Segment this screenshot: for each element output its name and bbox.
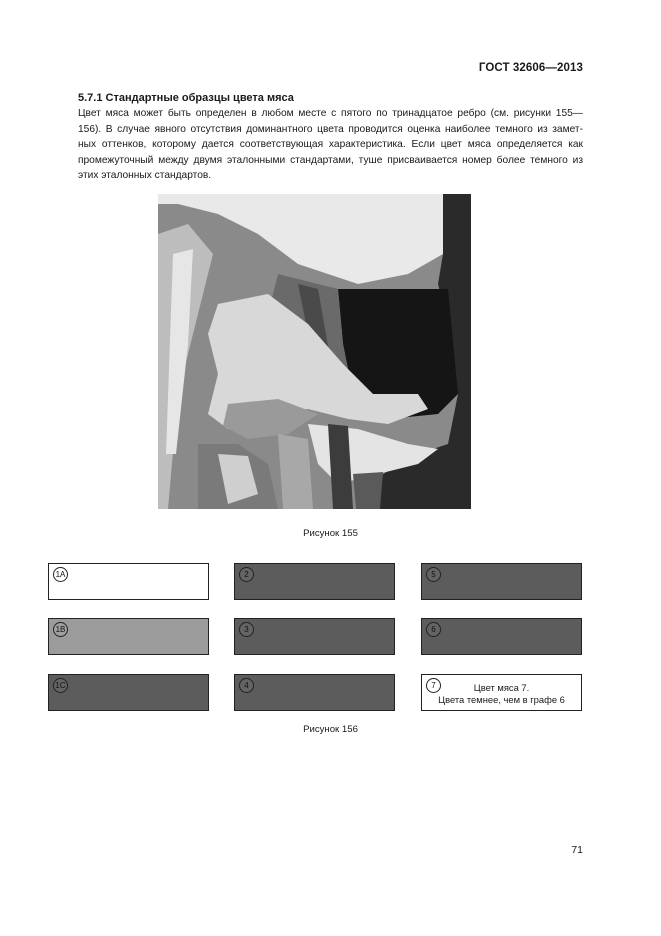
swatch-7-line2: Цвета темнее, чем в графе 6: [438, 694, 565, 705]
page-number: 71: [571, 844, 583, 856]
paragraph-line: ных оттенков, которому дается соответствующая характеристика. Если цвет мяса определяется как: [78, 139, 583, 150]
swatch-2: [234, 563, 395, 600]
carcass-photo-image: [158, 194, 471, 509]
swatch-6: [421, 618, 582, 655]
swatch-label: 1C: [53, 678, 68, 693]
section-heading: 5.7.1 Стандартные образцы цвета мяса: [78, 92, 294, 104]
swatch-label: 1A: [53, 567, 68, 582]
swatch-label: 7: [426, 678, 441, 693]
document-code: ГОСТ 32606—2013: [478, 62, 583, 74]
swatch-label: 3: [239, 622, 254, 637]
paragraph-line: 156). В случае явного отсутствия доминантного цвета проводится оценка наиболее темного из замет-: [78, 123, 583, 135]
swatch-label: 6: [426, 622, 441, 637]
paragraph-line: Цвет мяса может быть определен в любом месте с пятого по тринадцатое ребро (см. рисунки 155—: [78, 108, 583, 119]
figure-155-caption: Рисунок 155: [303, 528, 358, 539]
swatch-5: [421, 563, 582, 600]
swatch-label: 2: [239, 567, 254, 582]
swatch-label: 4: [239, 678, 254, 693]
swatch-7: [421, 674, 582, 711]
figure-156-caption: Рисунок 156: [303, 724, 358, 735]
swatch-3: [234, 618, 395, 655]
meat-carcass-photo: [158, 194, 471, 509]
paragraph-line: промежуточный между двумя эталонными стандартами, туше присваивается номер более темного из: [78, 154, 583, 166]
swatch-1a: [48, 563, 209, 600]
swatch-7-description: [422, 682, 581, 706]
swatch-4: [234, 674, 395, 711]
swatch-1b: [48, 618, 209, 655]
swatch-label: 5: [426, 567, 441, 582]
body-paragraph: [78, 106, 583, 184]
swatch-7-line1: Цвет мяса 7.: [473, 682, 530, 693]
swatch-1c: [48, 674, 209, 711]
paragraph-line: этих эталонных стандартов.: [78, 170, 212, 181]
swatch-label: 1B: [53, 622, 68, 637]
